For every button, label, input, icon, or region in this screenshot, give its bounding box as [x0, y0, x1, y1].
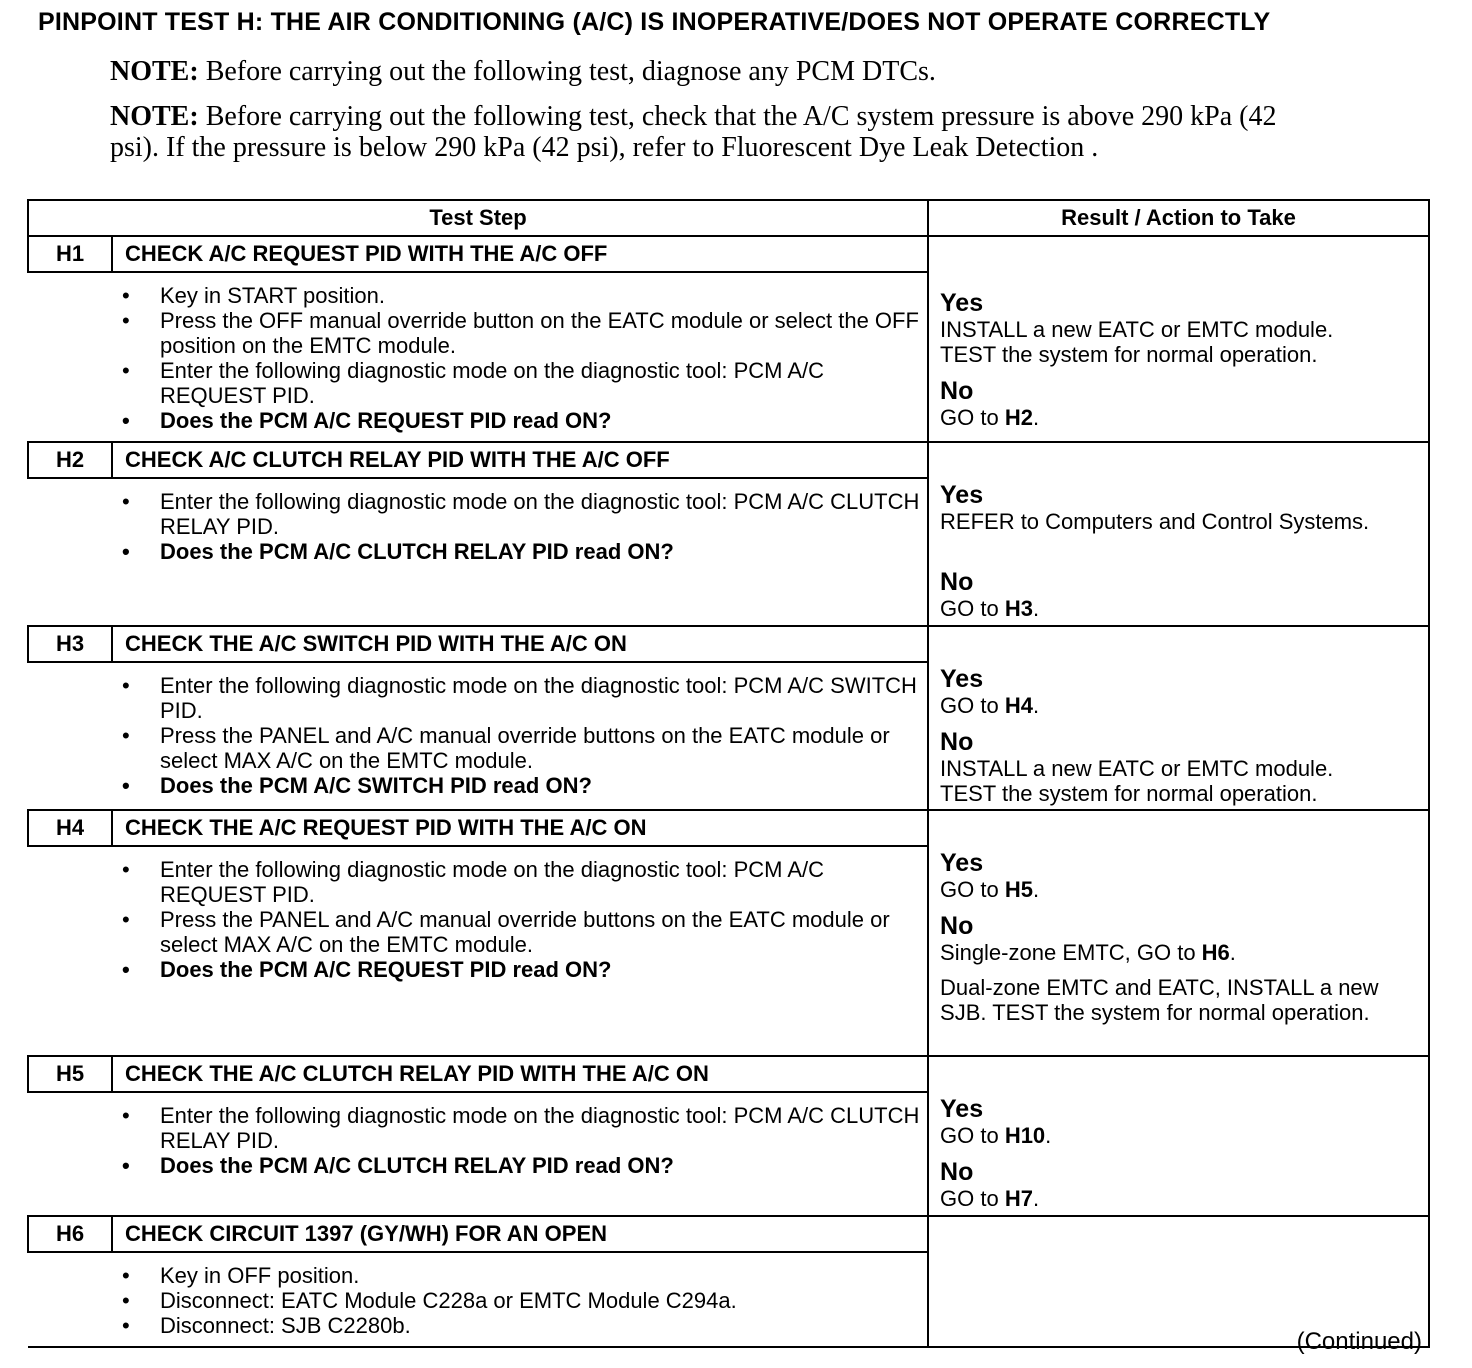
step-actions — [28, 478, 928, 626]
result-no-label: No — [940, 912, 974, 940]
pinpoint-test-table — [27, 199, 1430, 1348]
step-link: H5 — [1004, 877, 1033, 902]
step-heading: CHECK CIRCUIT 1397 (GY/WH) FOR AN OPEN — [112, 1216, 928, 1252]
result-line: TEST the system for normal operation. — [940, 342, 1318, 367]
step-result — [928, 1056, 1429, 1216]
column-header-result: Result / Action to Take — [928, 200, 1429, 236]
note-system-pressure — [110, 101, 1290, 163]
step-heading: CHECK THE A/C CLUTCH RELAY PID WITH THE A/C ON — [112, 1056, 928, 1092]
step-result — [928, 442, 1429, 626]
table-header-row — [28, 200, 1429, 236]
step-link: H2 — [1004, 405, 1033, 430]
action-item: • Enter the following diagnostic mode on the diagnostic tool: PCM A/C REQUEST PID. — [122, 358, 927, 408]
page-title: PINPOINT TEST H: THE AIR CONDITIONING (A/C) IS INOPERATIVE/DOES NOT OPERATE CORRECTLY — [38, 8, 1271, 36]
result-line: GO to H10. — [940, 1123, 1052, 1148]
note-label: NOTE: — [110, 56, 199, 87]
result-yes-label: Yes — [940, 481, 984, 509]
action-question: • Does the PCM A/C SWITCH PID read ON? — [122, 773, 927, 798]
result-line: GO to H7. — [940, 1186, 1040, 1211]
result-no-label: No — [940, 728, 974, 756]
step-link: H6 — [1201, 940, 1230, 965]
result-line: TEST the system for normal operation. — [940, 781, 1318, 806]
step-id: H1 — [28, 236, 112, 272]
result-yes-label: Yes — [940, 665, 984, 693]
result-line: Dual-zone EMTC and EATC, INSTALL a new SJB. TEST the system for normal operation. — [940, 975, 1379, 1025]
continued-label: (Continued) — [1296, 1328, 1422, 1355]
step-heading: CHECK A/C CLUTCH RELAY PID WITH THE A/C OFF — [112, 442, 928, 478]
step-actions — [28, 1092, 928, 1216]
step-id: H4 — [28, 810, 112, 846]
result-yes-label: Yes — [940, 1095, 984, 1123]
result-line: GO to H3. — [940, 596, 1040, 621]
step-result — [928, 236, 1429, 442]
action-question: • Does the PCM A/C REQUEST PID read ON? — [122, 957, 927, 982]
action-item: • Enter the following diagnostic mode on the diagnostic tool: PCM A/C SWITCH PID. — [122, 673, 927, 723]
step-id: H3 — [28, 626, 112, 662]
action-question: • Does the PCM A/C CLUTCH RELAY PID read ON? — [122, 1153, 927, 1178]
action-item: • Key in START position. — [122, 283, 927, 308]
action-item: • Disconnect: EATC Module C228a or EMTC Module C294a. — [122, 1288, 927, 1313]
result-line: GO to H2. — [940, 405, 1040, 430]
step-actions — [28, 1252, 928, 1347]
result-line: REFER to Computers and Control Systems. — [940, 509, 1370, 534]
action-question: • Does the PCM A/C REQUEST PID read ON? — [122, 408, 927, 433]
note-text: Before carrying out the following test, check that the A/C system pressure is above 290 kPa (42 psi). If the pressure is below 290 kPa (42 psi), refer to Fluorescent Dye Leak Detection . — [110, 101, 1277, 163]
step-heading-row — [28, 810, 1429, 846]
action-item: • Enter the following diagnostic mode on the diagnostic tool: PCM A/C CLUTCH RELAY PID. — [122, 489, 927, 539]
step-heading-row — [28, 626, 1429, 662]
result-line: INSTALL a new EATC or EMTC module. — [940, 756, 1334, 781]
step-result — [928, 626, 1429, 810]
step-heading-row — [28, 1056, 1429, 1092]
step-actions — [28, 846, 928, 1056]
note-diagnose-dtcs — [110, 56, 1290, 87]
action-item: • Key in OFF position. — [122, 1263, 927, 1288]
action-item: • Disconnect: SJB C2280b. — [122, 1313, 927, 1338]
step-id: H2 — [28, 442, 112, 478]
action-item: • Press the PANEL and A/C manual override buttons on the EATC module or select MAX A/C on the EMTC module. — [122, 723, 927, 773]
step-link: H4 — [1004, 693, 1033, 718]
action-item: • Enter the following diagnostic mode on the diagnostic tool: PCM A/C REQUEST PID. — [122, 857, 927, 907]
result-line: GO to H5. — [940, 877, 1040, 902]
result-line: GO to H4. — [940, 693, 1040, 718]
action-item: • Enter the following diagnostic mode on the diagnostic tool: PCM A/C CLUTCH RELAY PID. — [122, 1103, 927, 1153]
result-yes-label: Yes — [940, 849, 984, 877]
action-item: • Press the OFF manual override button on the EATC module or select the OFF position on the EMTC module. — [122, 308, 927, 358]
result-line: INSTALL a new EATC or EMTC module. — [940, 317, 1334, 342]
result-yes-label: Yes — [940, 289, 984, 317]
action-question: • Does the PCM A/C CLUTCH RELAY PID read ON? — [122, 539, 927, 564]
step-heading-row — [28, 1216, 1429, 1252]
step-heading-row — [28, 442, 1429, 478]
step-id: H5 — [28, 1056, 112, 1092]
step-heading: CHECK THE A/C REQUEST PID WITH THE A/C ON — [112, 810, 928, 846]
step-link: H3 — [1004, 596, 1033, 621]
result-line: Single-zone EMTC, GO to H6. — [940, 940, 1236, 965]
step-link: H7 — [1004, 1186, 1033, 1211]
step-result — [928, 810, 1429, 1056]
step-heading: CHECK THE A/C SWITCH PID WITH THE A/C ON — [112, 626, 928, 662]
result-no-label: No — [940, 568, 974, 596]
note-text: Before carrying out the following test, diagnose any PCM DTCs. — [205, 56, 936, 87]
step-heading: CHECK A/C REQUEST PID WITH THE A/C OFF — [112, 236, 928, 272]
result-no-label: No — [940, 377, 974, 405]
step-heading-row — [28, 236, 1429, 272]
action-item: • Press the PANEL and A/C manual override buttons on the EATC module or select MAX A/C on the EMTC module. — [122, 907, 927, 957]
step-id: H6 — [28, 1216, 112, 1252]
step-link: H10 — [1004, 1123, 1046, 1148]
note-label: NOTE: — [110, 101, 199, 132]
step-actions — [28, 662, 928, 810]
step-actions — [28, 272, 928, 442]
result-no-label: No — [940, 1158, 974, 1186]
column-header-test-step: Test Step — [28, 200, 928, 236]
